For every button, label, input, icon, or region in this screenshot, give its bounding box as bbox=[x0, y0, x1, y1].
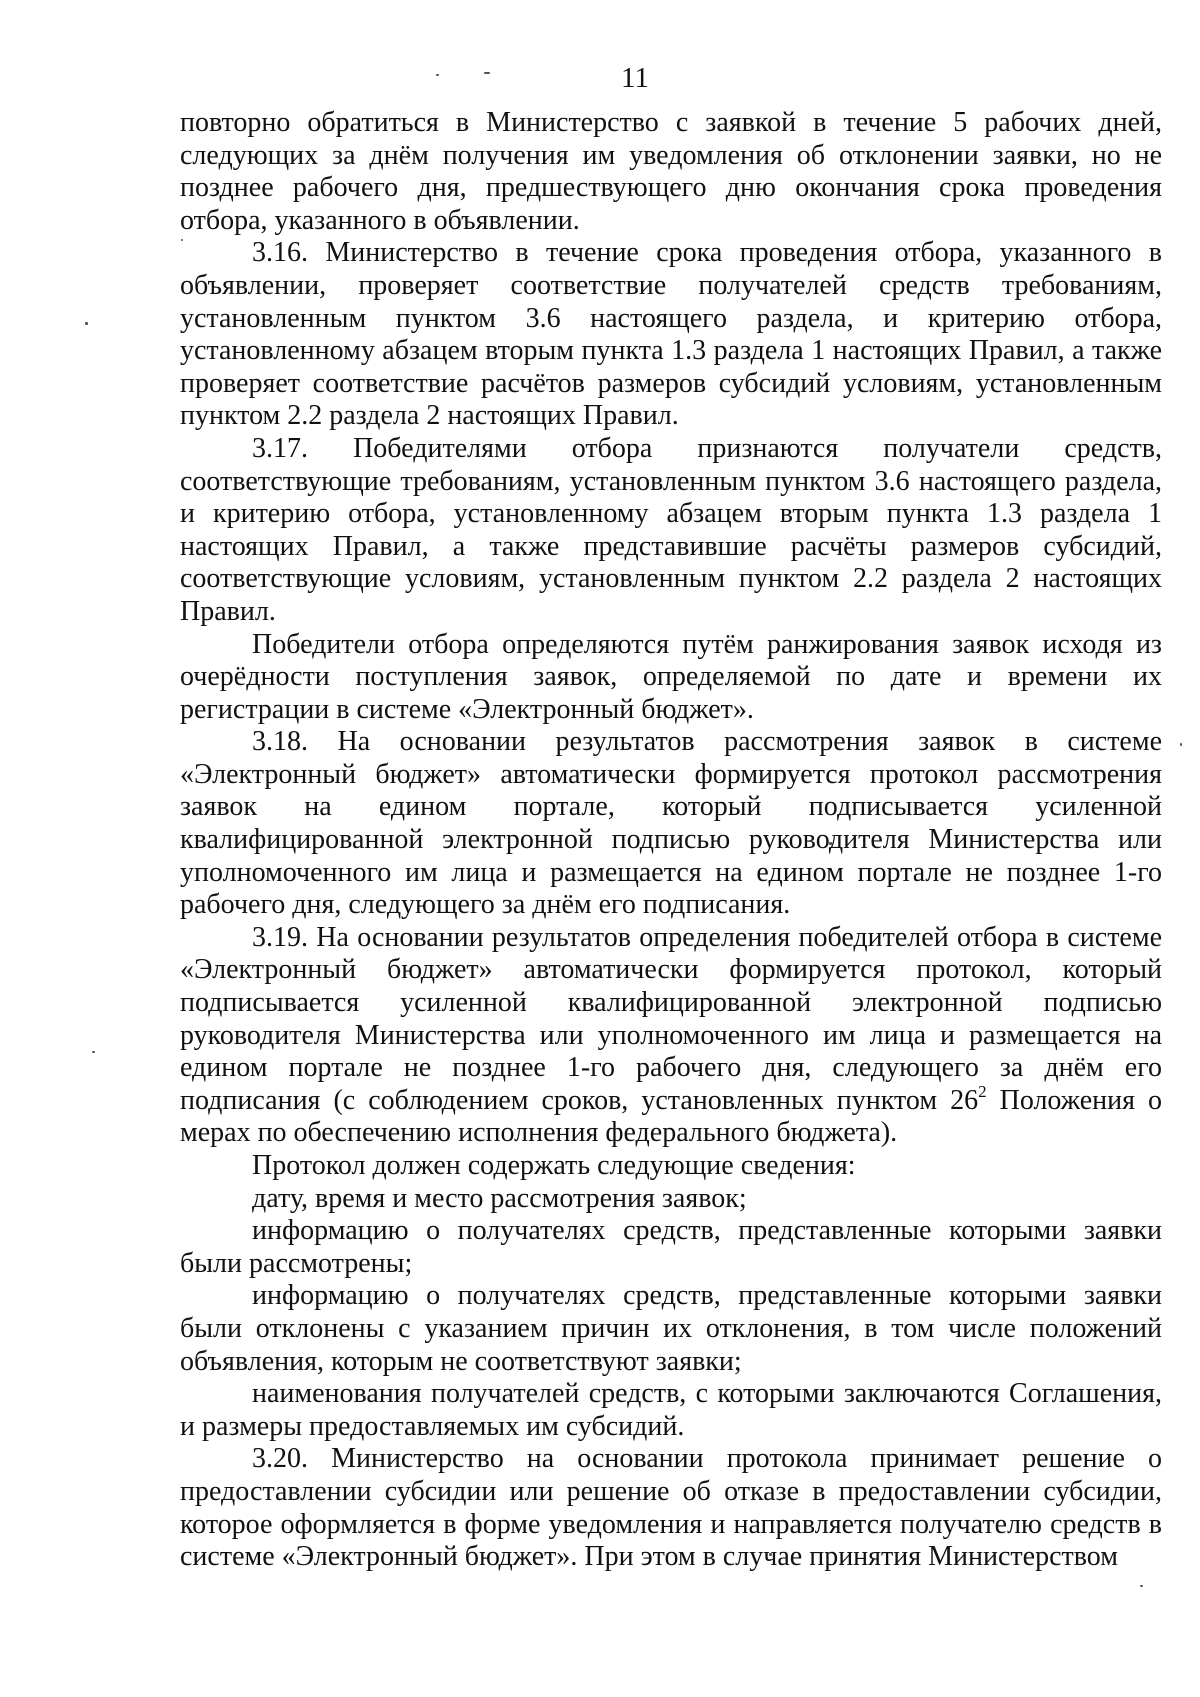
paragraph: 3.16. Министерство в течение срока проведения отбора, указанного в объявлении, проверяет соответствие получателей средств требованиям, установленным пунктом 3.6 настоящего раздела, и критерию отбора, установленному абзацем вторым пункта 1.3 раздела 1 настоящих Правил, а также проверяет соответствие расчётов размеров субсидий условиям, установленным пунктом 2.2 раздела 2 настоящих Правил. bbox=[180, 237, 1162, 432]
superscript: 2 bbox=[978, 1081, 987, 1101]
paragraph: Протокол должен содержать следующие сведения: bbox=[252, 1150, 856, 1181]
paragraph: дату, время и место рассмотрения заявок; bbox=[252, 1182, 747, 1214]
paragraph-text: 3.19. На основании результатов определения победителей отбора в системе «Электронный бюджет» автоматически формируется протокол, который подписывается усиленной квалифицированной электронной подписью руководителя Министерства или уполномоченного им лица и размещается на едином портале не позднее 1-го рабочего дня, следующего за днём его подписания (с соблюдением сроков, установленных пунктом 26 bbox=[180, 921, 1162, 1116]
scan-speck bbox=[85, 322, 88, 325]
scan-speck bbox=[1140, 1585, 1143, 1587]
paragraph: наименования получателей средств, с которыми заключаются Соглашения, и размеры предоставляемых им субсидий. bbox=[180, 1378, 1162, 1442]
paragraph: информацию о получателях средств, представленные которыми заявки были отклонены с указанием причин их отклонения, в том числе положений объявления, которым не соответствуют заявки; bbox=[180, 1280, 1162, 1377]
paragraph: информацию о получателях средств, представленные которыми заявки были рассмотрены; bbox=[180, 1215, 1162, 1279]
paragraph-text: Положения о мерах по обеспечению исполнения федерального бюджета). bbox=[180, 1084, 1162, 1149]
document-body bbox=[180, 107, 1162, 1574]
paragraph: 3.17. Победителями отбора признаются получатели средств, соответствующие требованиям, установленным пунктом 3.6 настоящего раздела, и критерию отбора, установленному абзацем вторым пункта 1.3 раздела 1 настоящих Правил, а также представившие расчёты размеров субсидий, соответствующие условиям, установленным пунктом 2.2 раздела 2 настоящих Правил. bbox=[180, 432, 1162, 627]
paragraph: Победители отбора определяются путём ранжирования заявок исходя из очерёдности поступления заявок, определяемой по дате и времени их регистрации в системе «Электронный бюджет». bbox=[180, 628, 1162, 725]
scan-speck bbox=[1180, 743, 1182, 746]
paragraph: повторно обратиться в Министерство с заявкой в течение 5 рабочих дней, следующих за днём получения им уведомления об отклонении заявки, но не позднее рабочего дня, предшествующего дню окончания срока проведения отбора, указанного в объявлении. bbox=[180, 107, 1162, 236]
scan-speck bbox=[92, 1051, 95, 1053]
page-number: 11 bbox=[621, 62, 649, 94]
paragraph: 3.18. На основании результатов рассмотрения заявок в системе «Электронный бюджет» автоматически формируется протокол рассмотрения заявок на едином портале, который подписывается усиленной квалифицированной электронной подписью руководителя Министерства или уполномоченного им лица и размещается на едином портале не позднее 1-го рабочего дня, следующего за днём его подписания. bbox=[180, 726, 1162, 921]
paragraph bbox=[180, 922, 1162, 1150]
paragraph: 3.20. Министерство на основании протокола принимает решение о предоставлении субсидии или решение об отказе в предоставлении субсидии, которое оформляется в форме уведомления и направляется получателю средств в системе «Электронный бюджет». При этом в случае принятия Министерством bbox=[180, 1443, 1162, 1573]
